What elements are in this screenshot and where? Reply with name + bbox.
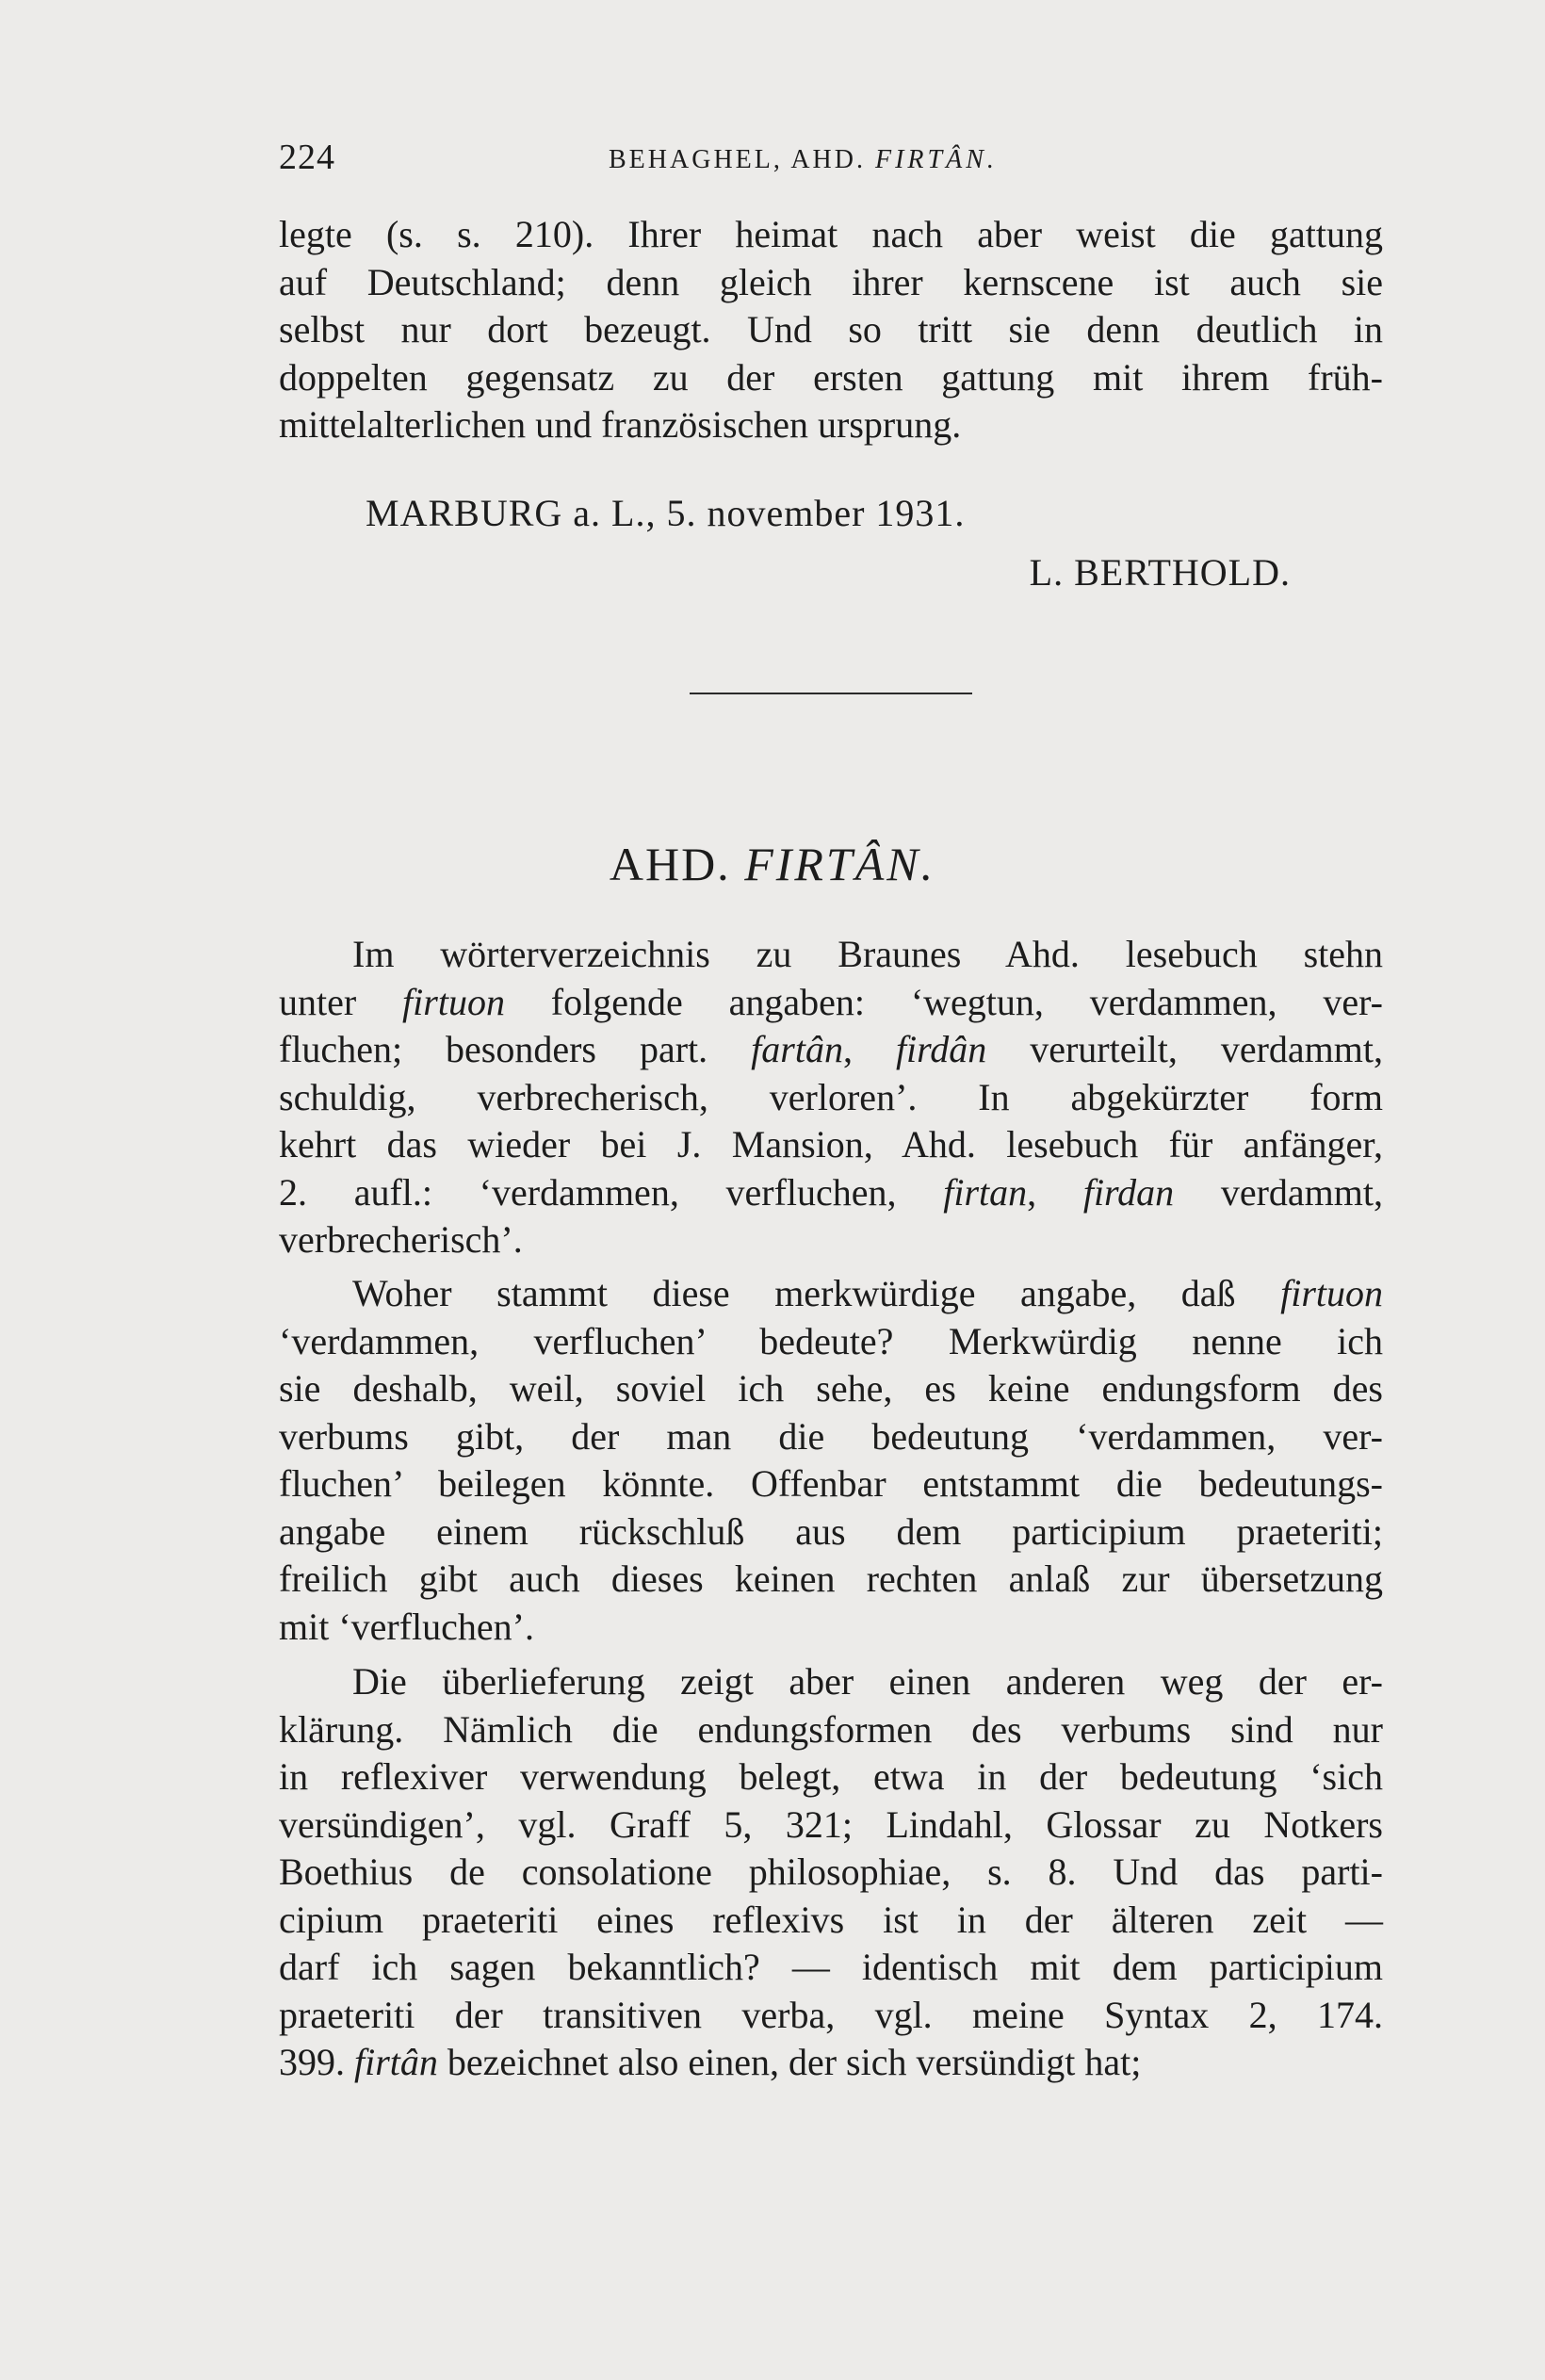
text-line: darf ich sagen bekanntlich? — identisch mit dem participium [279, 1946, 1383, 1988]
text-line: klärung. Nämlich die endungsformen des verbums sind nur [279, 1707, 1383, 1751]
text-line: verbrecherisch’. [279, 1218, 523, 1261]
italic-word: firtuon [1280, 1272, 1383, 1314]
italic-word: firtuon [402, 980, 505, 1023]
text-line: verbums gibt, der man die bedeutung ‘verdammen, ver- [279, 1414, 1383, 1458]
paragraph-1 [279, 931, 1383, 1264]
paragraph-2 [279, 1270, 1383, 1651]
text-line: mittelalterlichen und französischen ursprung. [279, 403, 962, 446]
text-line: in reflexiver verwendung belegt, etwa in der bedeutung ‘sich [279, 1755, 1383, 1798]
italic-word: fartân [751, 1028, 843, 1070]
running-title: BEHAGHEL, AHD. FIRTÂN. [609, 145, 998, 174]
text-line: sie deshalb, weil, soviel ich sehe, es keine endungsform des [279, 1367, 1383, 1410]
text-line: Im wörterverzeichnis zu Braunes Ahd. lesebuch stehn [352, 933, 1383, 975]
author-signature: L. BERTHOLD. [1029, 551, 1291, 594]
text-line: auf Deutschland; denn gleich ihrer kernscene ist auch sie [279, 260, 1383, 303]
text-line: fluchen; besonders part. fartân, firdân verurteilt, verdammt, [279, 1028, 1383, 1070]
text-line: mit ‘verfluchen’. [279, 1605, 534, 1648]
text-line: Boethius de consolatione philosophiae, s. 8. Und das parti- [279, 1850, 1383, 1893]
text-line: unter firtuon folgende angaben: ‘wegtun, verdammen, ver- [279, 980, 1384, 1023]
text-line: kehrt das wieder bei J. Mansion, Ahd. lesebuch für anfänger, [279, 1123, 1383, 1166]
italic-word: firdân [895, 1028, 987, 1070]
italic-word: firdan [1082, 1170, 1175, 1214]
text-line: 2. aufl.: ‘verdammen, verfluchen, firtan, firdan verdammt, [279, 1170, 1384, 1214]
text-line: Die überlieferung zeigt aber einen anderen weg der er- [352, 1660, 1383, 1703]
dateline: MARBURG a. L., 5. november 1931. [366, 492, 966, 534]
text-line: doppelten gegensatz zu der ersten gattung mit ihrem früh- [279, 355, 1383, 399]
running-header [279, 137, 1381, 184]
text-line: 399. firtân bezeichnet also einen, der sich versündigt hat; [279, 2041, 1142, 2083]
text-line: ‘verdammen, verfluchen’ bedeute? Merkwürdig nenne ich [279, 1319, 1383, 1362]
italic-word: firtân [354, 2041, 438, 2083]
text-line: angabe einem rückschluß aus dem participium praeteriti; [279, 1509, 1383, 1553]
article-title: AHD. FIRTÂN. [609, 838, 936, 890]
text-line: versündigen’, vgl. Graff 5, 321; Lindahl, Glossar zu Notkers [279, 1802, 1383, 1846]
text-line: praeteriti der transitiven verba, vgl. meine Syntax 2, 174. [279, 1993, 1383, 2036]
text-line: Woher stammt diese merkwürdige angabe, daß firtuon [352, 1272, 1383, 1314]
page-number: 224 [279, 138, 335, 177]
italic-word: firtan [943, 1170, 1028, 1214]
text-line: schuldig, verbrecherisch, verloren’. In abgekürzter form [279, 1075, 1383, 1118]
text-line: freilich gibt auch dieses keinen rechten anlaß zur übersetzung [279, 1557, 1383, 1600]
text-line: cipium praeteriti eines reflexivs ist in der älteren zeit — [279, 1898, 1383, 1941]
text-line: legte (s. s. 210). Ihrer heimat nach aber weist die gattung [279, 213, 1383, 255]
closing-paragraph [279, 211, 1383, 449]
section-divider [690, 693, 972, 694]
text-line: selbst nur dort bezeugt. Und so tritt sie denn deutlich in [279, 308, 1383, 350]
text-line: fluchen’ beilegen könnte. Offenbar entstammt die bedeutungs- [279, 1462, 1383, 1505]
paragraph-3 [279, 1658, 1383, 2087]
